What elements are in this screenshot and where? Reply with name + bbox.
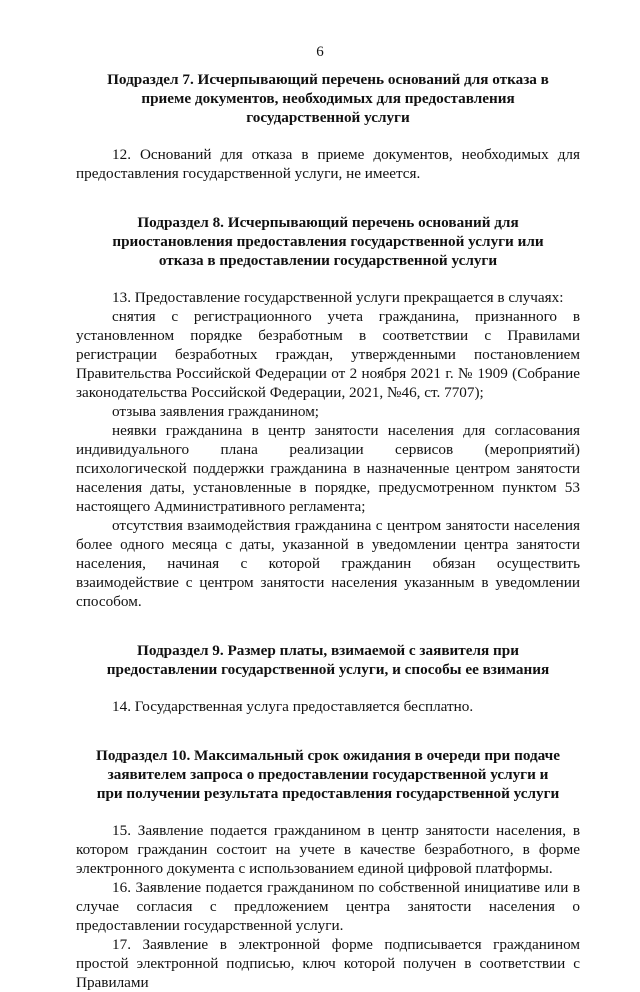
page-number: 6 [316, 44, 324, 60]
paragraph-12: 12. Оснований для отказа в приеме документов, необходимых для предоставления государственной услуги, не имеется. [76, 146, 580, 182]
paragraph-13-item-3: неявки гражданина в центр занятости населения для согласования индивидуального плана реализации сервисов (мероприятий) психологической поддержки гражданина в назначенные центром занятости населения даты, установленные в порядке, предусмотренном пунктом 53 настоящего Административного регламента; [76, 422, 580, 515]
paragraph-17: 17. Заявление в электронной форме подписывается гражданином простой электронной подписью, ключ которой получен в соответствии с Правилами [76, 936, 580, 991]
section-9-heading: Подраздел 9. Размер платы, взимаемой с заявителя при предоставлении государственной услуги, и способы ее взимания [106, 642, 550, 678]
section-7-heading: Подраздел 7. Исчерпывающий перечень оснований для отказа в приеме документов, необходимых для предоставления государственной услуги [107, 71, 549, 126]
paragraph-15: 15. Заявление подается гражданином в центр занятости населения, в котором гражданин состоит на учете в качестве безработного, в форме электронного документа с использованием единой цифровой платформы. [76, 822, 580, 877]
section-8-heading: Подраздел 8. Исчерпывающий перечень оснований для приостановления предоставления государственной услуги или отказа в предоставлении государственной услуги [112, 214, 544, 269]
paragraph-14: 14. Государственная услуга предоставляется бесплатно. [112, 698, 474, 715]
section-10-heading: Подраздел 10. Максимальный срок ожидания в очереди при подаче заявителем запроса о предоставлении государственной услуги и при получении результата предоставления государственной услуги [96, 747, 560, 802]
paragraph-16: 16. Заявление подается гражданином по собственной инициативе или в случае согласия с предложением центра занятости населения о предоставлении государственной услуги. [76, 879, 580, 934]
paragraph-13-item-4: отсутствия взаимодействия гражданина с центром занятости населения более одного месяца с даты, указанной в уведомлении центра занятости населения, начиная с которой гражданин обязан осуществить взаимодействие с центром занятости населения указанным в уведомлении способом. [76, 517, 580, 610]
paragraph-13-item-1: снятия с регистрационного учета гражданина, признанного в установленном порядке безработным в соответствии с Правилами регистрации безработных граждан, утвержденными постановлением Правительства Российской Федерации от 2 ноября 2021 г. № 1909 (Собрание законодательства Российской Федерации, 2021, №46, ст. 7707); [76, 308, 580, 401]
paragraph-13-item-2: отзыва заявления гражданином; [112, 403, 320, 420]
document-body [76, 70, 580, 992]
paragraph-13: 13. Предоставление государственной услуги прекращается в случаях: [112, 289, 564, 306]
